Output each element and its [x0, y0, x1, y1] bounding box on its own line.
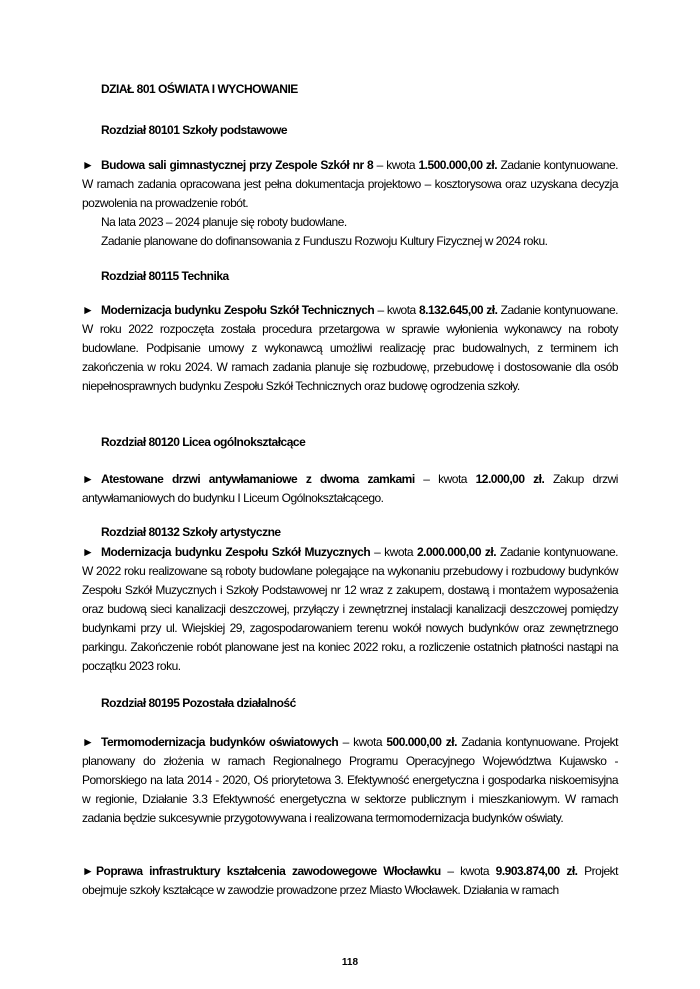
entry-sports-hall [82, 156, 618, 251]
page-number: 118 [341, 957, 359, 968]
entry-amount: 500.000,00 zł. [386, 735, 457, 749]
chapter-heading-80101: Rozdział 80101 Szkoły podstawowe [101, 123, 288, 137]
entry-title: Modernizacja budynku Zespołu Szkół Technicznych [101, 303, 375, 317]
entry-amount: 12.000,00 zł. [475, 472, 545, 486]
entry-title: Budowa sali gimnastycznej przy Zespole Szkół nr 8 [101, 158, 374, 172]
entry-description: Zadanie kontynuowane. W roku 2022 rozpoczęta została procedura przetargowa w sprawie wyłonienia wykonawcy na roboty budowlane. Podpisanie umowy z wykonawcą umożliwi realizację prac budowalnych, z terminem ich zakończenia w roku 2024. W ramach zadania planuje się rozbudowę, przebudowę i dostosowanie dla osób niepełnosprawnych budynku Zespołu Szkół Technicznych oraz budowę ogrodzenia szkoły. [82, 303, 618, 393]
entry-amount: 8.132.645,00 zł. [418, 303, 498, 317]
chapter-heading-80120: Rozdział 80120 Licea ogólnokształcące [101, 435, 306, 449]
chapter-heading-80195: Rozdział 80195 Pozostała działalność [101, 696, 296, 710]
entry-security-doors [82, 470, 618, 508]
department-title: DZIAŁ 801 OŚWIATA I WYCHOWANIE [101, 82, 298, 96]
entry-title: Poprawa infrastruktury kształcenia zawodowegowe Włocławku [96, 864, 441, 878]
entry-note-line: Zadanie planowane do dofinansowania z Funduszu Rozwoju Kultury Fizycznej w 2024 roku. [101, 234, 548, 248]
entry-music-school [82, 543, 618, 676]
entry-description: Zadanie kontynuowane. W 2022 roku realizowane są roboty budowlane polegające na wykonaniu przebudowy i rozbudowy budynków Zespołu Szkół Muzycznych i Szkoły Podstawowej nr 12 wraz z zakupem, dostawą i montażem wyposażenia oraz budową sieci kanalizacji deszczowej, przyłączy i zewnętrznej instalacji kanalizacji deszczowej pomiędzy budynkami przy ul. Wiejskiej 29, zagospodarowaniem terenu wokół nowych budynków oraz zewnętrznego parkingu. Zakończenie robót planowane jest na koniec 2022 roku, a rozliczenie ostatnich płatności nastąpi na początku 2023 roku. [82, 545, 618, 673]
chapter-heading-80132: Rozdział 80132 Szkoły artystyczne [101, 525, 281, 539]
entry-amount: 9.903.874,00 zł. [495, 864, 578, 878]
entry-dash: – kwota [440, 864, 496, 878]
entry-dash: – kwota [338, 735, 387, 749]
bullet-arrow-icon: ► [82, 158, 94, 172]
entry-thermo-modernization [82, 733, 618, 828]
bullet-arrow-icon: ► [82, 303, 94, 317]
entry-technical-school [82, 301, 618, 396]
entry-amount: 1.500.000,00 zł. [418, 158, 498, 172]
entry-dash: – kwota [374, 303, 419, 317]
entry-title: Modernizacja budynku Zespołu Szkół Muzycznych [101, 545, 371, 559]
bullet-arrow-icon: ► [82, 735, 94, 749]
entry-title: Atestowane drzwi antywłamaniowe z dwoma zamkami [101, 472, 415, 486]
entry-dash: – kwota [373, 158, 419, 172]
entry-description: Projekt obejmuje szkoły kształcące w zawodzie prowadzone przez Miasto Włocławek. Działania w ramach [82, 864, 618, 897]
entry-description: Zakup drzwi antywłamaniowych do budynku I Liceum Ogólnokształcącego. [82, 472, 618, 505]
entry-dash: – kwota [414, 472, 476, 486]
entry-vocational-infrastructure [82, 862, 618, 900]
entry-dash: – kwota [370, 545, 417, 559]
entry-amount: 2.000.000,00 zł. [416, 545, 497, 559]
entry-description: Zadania kontynuowane. Projekt planowany do złożenia w ramach Regionalnego Programu Operacyjnego Województwa Kujawsko - Pomorskiego na lata 2014 - 2020, Oś priorytetowa 3. Efektywność energetyczna i gospodarka niskoemisyjna w regionie, Działanie 3.3 Efektywność energetyczna w sektorze publicznym i mieszkaniowym. W ramach zadania będzie sukcesywnie przygotowywana i realizowana termomodernizacja budynków oświaty. [82, 735, 618, 825]
bullet-arrow-icon: ► [82, 864, 94, 878]
bullet-arrow-icon: ► [82, 472, 94, 486]
entry-title: Termomodernizacja budynków oświatowych [101, 735, 339, 749]
chapter-heading-80115: Rozdział 80115 Technika [101, 269, 229, 283]
entry-note-line: Na lata 2023 – 2024 planuje się roboty budowlane. [101, 215, 347, 229]
bullet-arrow-icon: ► [82, 545, 94, 559]
entry-description: Zadanie kontynuowane. W ramach zadania opracowana jest pełna dokumentacja projektowo – kosztorysowa oraz uzyskana decyzja pozwolenia na prowadzenie robót. [82, 158, 618, 210]
